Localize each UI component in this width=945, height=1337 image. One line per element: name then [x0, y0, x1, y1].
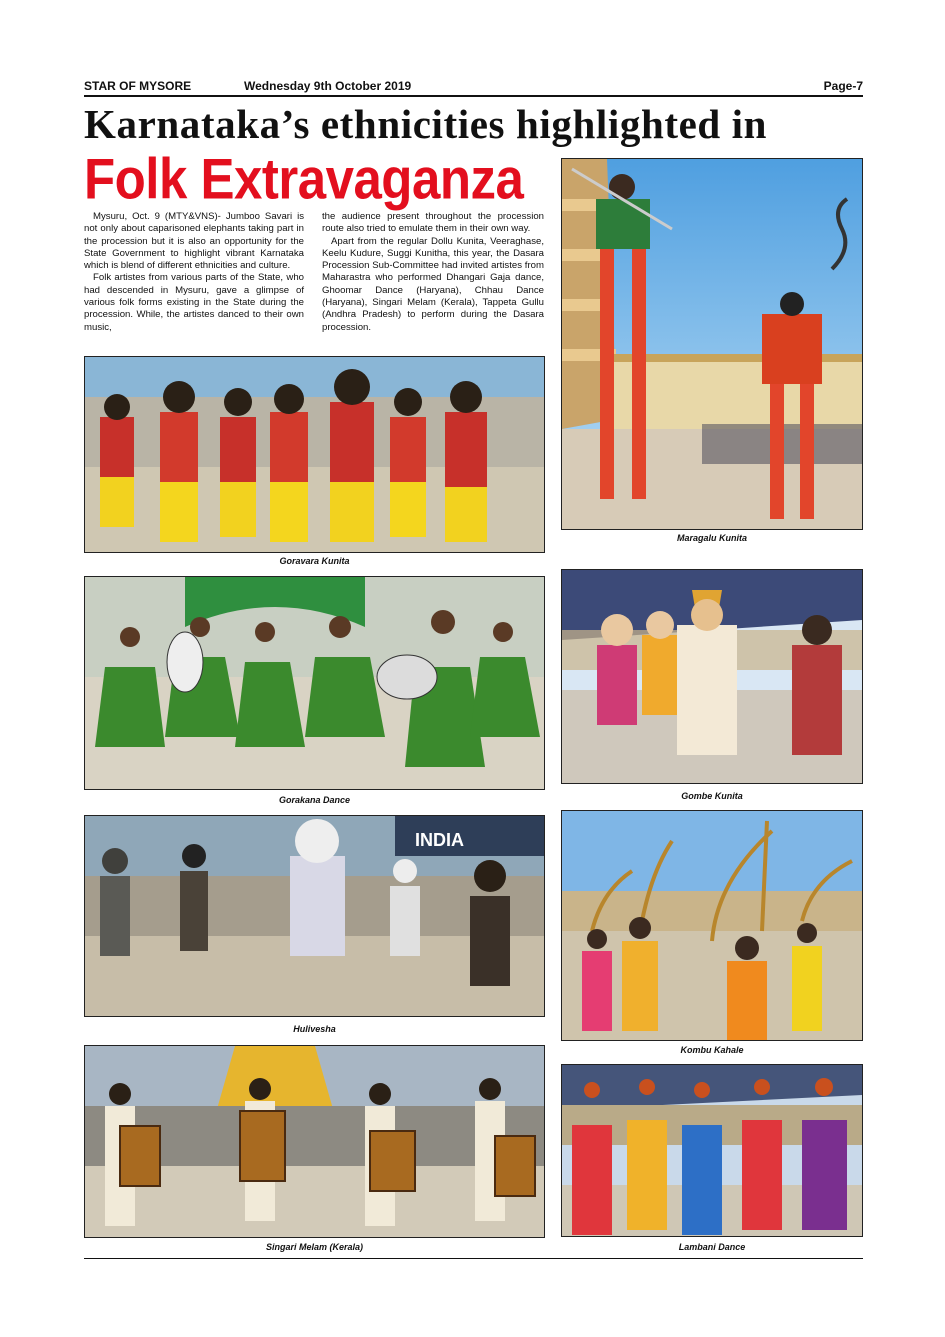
stilt-dancers-photo [561, 158, 863, 530]
photo-caption: Singari Melam (Kerala) [265, 1242, 364, 1252]
issue-date: Wednesday 9th October 2019 [244, 79, 412, 93]
gorakana-dancers-photo [84, 576, 545, 790]
headline-line2: Folk Extravaganza [84, 147, 524, 211]
newspaper-name: STAR OF MYSORE [84, 79, 192, 93]
india-sign: INDIA [415, 830, 464, 850]
photo-caption: Goravara Kunita [279, 556, 350, 566]
photo-caption: Gombe Kunita [681, 791, 743, 801]
masthead [84, 78, 863, 94]
photo-caption: Gorakana Dance [278, 795, 351, 805]
article-paragraph: Folk artistes from various parts of the State, who had descended in Mysuru, gave a glimpse of various folk forms existing in the State during the procession. While, the artistes danced to their own music, [84, 272, 304, 333]
horn-players-photo [561, 810, 863, 1041]
page-bottom-rule [84, 1258, 863, 1259]
puppet-dancers-photo [561, 569, 863, 784]
article-column-2 [322, 211, 544, 334]
photo-caption: Lambani Dance [678, 1242, 746, 1252]
lambani-dancers-photo [561, 1064, 863, 1237]
article-column-1 [84, 211, 304, 334]
drummers-photo [84, 1045, 545, 1238]
photo-caption: Kombu Kahale [680, 1045, 744, 1055]
article-paragraph: the audience present throughout the procession route also tried to emulate them in their own way. [322, 211, 544, 235]
photo-caption: Hulivesha [293, 1024, 336, 1034]
masthead-rule [84, 95, 863, 97]
tiger-dancers-photo [84, 815, 545, 1017]
page-number: Page-7 [823, 79, 863, 93]
article-paragraph: Apart from the regular Dollu Kunita, Veeraghase, Keelu Kudure, Suggi Kunitha, this year, the Dasara Procession Sub-Committee had invited artistes from Maharastra who performed Dhangari Gaja dance, Ghoomar Dance (Haryana), Chhau Dance (Haryana), Singari Melam (Kerala), Tappeta Gullu (Andhra Pradesh) to perform during the Dasara procession. [322, 235, 544, 333]
headline-line1: Karnataka’s ethnicities highlighted in [84, 101, 768, 147]
article-paragraph: Mysuru, Oct. 9 (MTY&VNS)- Jumboo Savari is not only about caparisoned elephants taking part in the procession but it is also an opportunity for the State Government to highlight vibrant Karnataka which is blend of different ethnicities and culture. [84, 211, 304, 272]
goravara-dancers-photo [84, 356, 545, 553]
photo-caption: Maragalu Kunita [676, 533, 747, 543]
